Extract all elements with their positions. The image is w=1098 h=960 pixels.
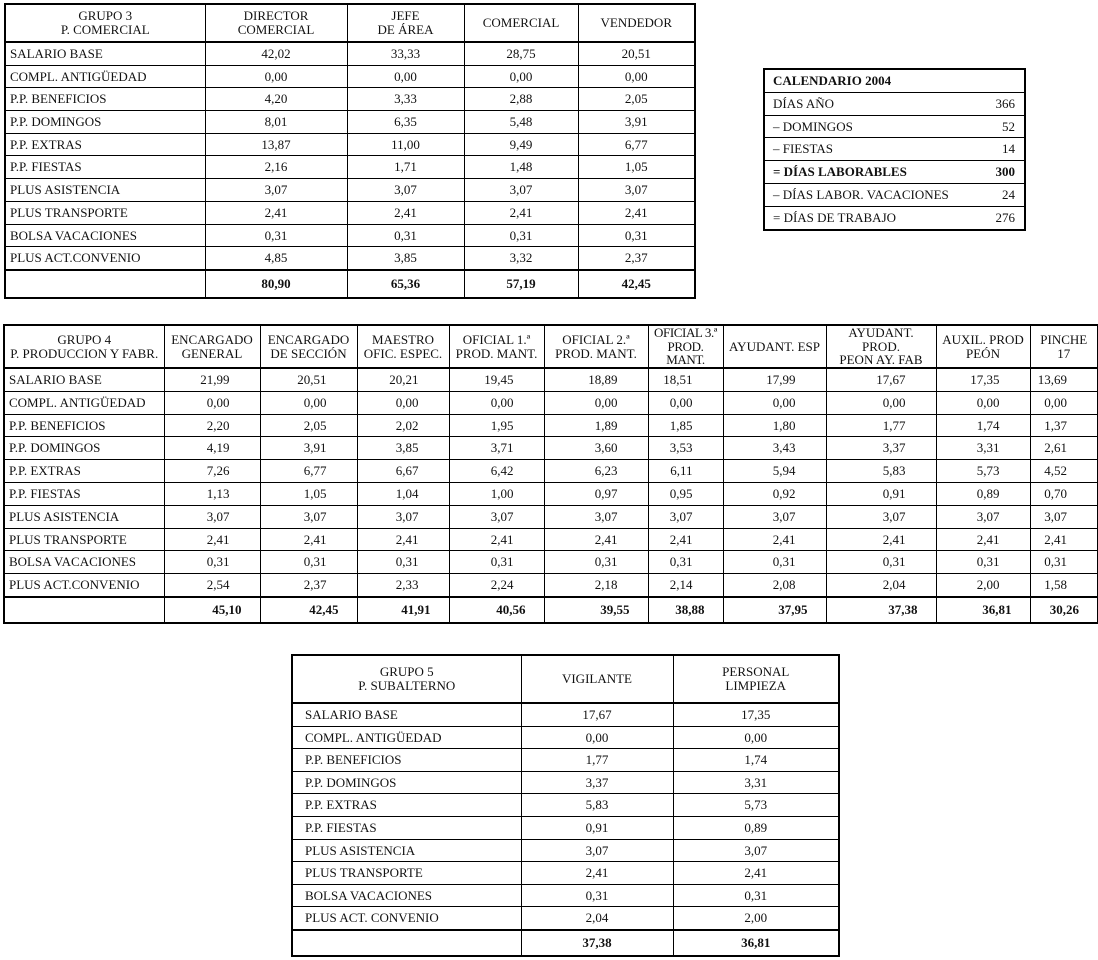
header-cell: OFICIAL 3.ª PROD. MANT. — [648, 325, 723, 368]
table-row — [4, 368, 1098, 391]
value-cell: 1,58 — [1030, 574, 1098, 597]
value-cell: 2,00 — [673, 907, 839, 930]
value-cell: 1,77 — [521, 749, 673, 772]
total-cell: 30,26 — [1030, 597, 1098, 623]
row-label: BOLSA VACACIONES — [4, 551, 164, 574]
row-label: P.P. EXTRAS — [292, 794, 521, 817]
value-cell: 20,51 — [578, 42, 695, 65]
table-row — [292, 771, 839, 794]
value-cell: 0,31 — [648, 551, 723, 574]
calendar-title-row — [764, 69, 1025, 92]
row-label: PLUS TRANSPORTE — [4, 528, 164, 551]
table-row — [4, 391, 1098, 414]
value-cell: 2,41 — [673, 862, 839, 885]
value-cell: 1,74 — [673, 749, 839, 772]
value-cell: 6,42 — [449, 460, 544, 483]
value-cell: 2,20 — [164, 414, 260, 437]
total-cell: 65,36 — [347, 270, 464, 298]
value-cell: 4,20 — [205, 88, 347, 111]
total-cell: 41,91 — [357, 597, 449, 623]
row-label: PLUS ASISTENCIA — [5, 179, 205, 202]
total-cell: 40,56 — [449, 597, 544, 623]
value-cell: 1,85 — [648, 414, 723, 437]
calendar-label: – FIESTAS — [764, 138, 964, 161]
table-row — [292, 749, 839, 772]
calendar-label: – DOMINGOS — [764, 115, 964, 138]
value-cell: 0,31 — [347, 224, 464, 247]
value-cell: 3,07 — [936, 505, 1030, 528]
value-cell: 1,04 — [357, 482, 449, 505]
value-cell: 3,91 — [578, 111, 695, 134]
value-cell: 17,99 — [723, 368, 826, 391]
value-cell: 3,07 — [357, 505, 449, 528]
header-cell: OFICIAL 2.ª PROD. MANT. — [544, 325, 648, 368]
value-cell: 2,41 — [347, 201, 464, 224]
value-cell: 2,61 — [1030, 437, 1098, 460]
calendar-row — [764, 138, 1025, 161]
header-cell: VENDEDOR — [578, 4, 695, 42]
totals-row — [292, 930, 839, 956]
value-cell: 3,07 — [164, 505, 260, 528]
calendar-row — [764, 183, 1025, 206]
row-label: BOLSA VACACIONES — [5, 224, 205, 247]
table-row — [4, 460, 1098, 483]
value-cell: 6,35 — [347, 111, 464, 134]
value-cell: 13,69 — [1030, 368, 1098, 391]
calendar-table — [763, 68, 1026, 231]
value-cell: 2,41 — [357, 528, 449, 551]
row-label: P.P. EXTRAS — [5, 133, 205, 156]
value-cell: 2,41 — [826, 528, 936, 551]
value-cell: 0,31 — [449, 551, 544, 574]
table-body — [5, 42, 695, 298]
row-label: BOLSA VACACIONES — [292, 884, 521, 907]
totals-row — [5, 270, 695, 298]
value-cell: 0,91 — [826, 482, 936, 505]
total-cell: 37,95 — [723, 597, 826, 623]
value-cell: 0,31 — [521, 884, 673, 907]
value-cell: 3,07 — [648, 505, 723, 528]
row-label: PLUS TRANSPORTE — [292, 862, 521, 885]
value-cell: 18,51 — [648, 368, 723, 391]
table-row — [292, 816, 839, 839]
table-row — [292, 884, 839, 907]
header-cell: OFICIAL 1.ª PROD. MANT. — [449, 325, 544, 368]
calendar-value: 276 — [964, 206, 1025, 229]
value-cell: 2,02 — [357, 414, 449, 437]
calendar-row — [764, 206, 1025, 229]
value-cell: 3,07 — [260, 505, 357, 528]
value-cell: 0,91 — [521, 816, 673, 839]
value-cell: 2,41 — [164, 528, 260, 551]
calendar-body — [764, 92, 1025, 229]
value-cell: 0,31 — [1030, 551, 1098, 574]
value-cell: 0,00 — [260, 391, 357, 414]
totals-row — [4, 597, 1098, 623]
table-row — [4, 482, 1098, 505]
value-cell: 2,41 — [260, 528, 357, 551]
total-cell: 37,38 — [826, 597, 936, 623]
total-label — [292, 930, 521, 956]
calendar-label: = DÍAS DE TRABAJO — [764, 206, 964, 229]
table-row — [4, 528, 1098, 551]
total-cell: 38,88 — [648, 597, 723, 623]
row-label: P.P. DOMINGOS — [292, 771, 521, 794]
value-cell: 3,53 — [648, 437, 723, 460]
header-cell: ENCARGADO DE SECCIÓN — [260, 325, 357, 368]
value-cell: 0,00 — [464, 65, 578, 88]
value-cell: 3,07 — [578, 179, 695, 202]
row-label: SALARIO BASE — [5, 42, 205, 65]
calendar-value: 52 — [964, 115, 1025, 138]
value-cell: 1,00 — [449, 482, 544, 505]
value-cell: 2,41 — [723, 528, 826, 551]
value-cell: 2,14 — [648, 574, 723, 597]
value-cell: 3,07 — [205, 179, 347, 202]
value-cell: 4,52 — [1030, 460, 1098, 483]
table-row — [292, 703, 839, 726]
header-cell: AUXIL. PROD PEÓN — [936, 325, 1030, 368]
value-cell: 0,89 — [673, 816, 839, 839]
row-label: P.P. FIESTAS — [4, 482, 164, 505]
value-cell: 2,24 — [449, 574, 544, 597]
value-cell: 2,41 — [544, 528, 648, 551]
row-label: PLUS ASISTENCIA — [4, 505, 164, 528]
value-cell: 2,00 — [936, 574, 1030, 597]
header-cell: ENCARGADO GENERAL — [164, 325, 260, 368]
header-cell: GRUPO 4 P. PRODUCCION Y FABR. — [4, 325, 164, 368]
table-row — [5, 201, 695, 224]
value-cell: 0,00 — [826, 391, 936, 414]
value-cell: 42,02 — [205, 42, 347, 65]
table-row — [292, 907, 839, 930]
value-cell: 3,71 — [449, 437, 544, 460]
value-cell: 1,95 — [449, 414, 544, 437]
total-cell: 57,19 — [464, 270, 578, 298]
total-cell: 42,45 — [260, 597, 357, 623]
value-cell: 20,51 — [260, 368, 357, 391]
value-cell: 2,54 — [164, 574, 260, 597]
row-label: PLUS TRANSPORTE — [5, 201, 205, 224]
value-cell: 2,41 — [1030, 528, 1098, 551]
table-header-row — [5, 4, 695, 42]
table-row — [5, 247, 695, 270]
value-cell: 3,37 — [521, 771, 673, 794]
value-cell: 2,41 — [936, 528, 1030, 551]
calendar-row — [764, 115, 1025, 138]
row-label: PLUS ACT. CONVENIO — [292, 907, 521, 930]
value-cell: 11,00 — [347, 133, 464, 156]
value-cell: 6,11 — [648, 460, 723, 483]
value-cell: 0,00 — [205, 65, 347, 88]
value-cell: 0,31 — [164, 551, 260, 574]
value-cell: 5,48 — [464, 111, 578, 134]
table-row — [5, 133, 695, 156]
value-cell: 1,89 — [544, 414, 648, 437]
header-cell: GRUPO 3 P. COMERCIAL — [5, 4, 205, 42]
total-cell: 36,81 — [673, 930, 839, 956]
table-row — [5, 111, 695, 134]
table-header-row — [292, 655, 839, 703]
header-cell: PERSONAL LIMPIEZA — [673, 655, 839, 703]
row-label: P.P. DOMINGOS — [4, 437, 164, 460]
table-row — [5, 42, 695, 65]
value-cell: 0,31 — [826, 551, 936, 574]
value-cell: 2,04 — [521, 907, 673, 930]
value-cell: 0,31 — [673, 884, 839, 907]
header-cell: MAESTRO OFIC. ESPEC. — [357, 325, 449, 368]
total-label — [5, 270, 205, 298]
calendar-label: = DÍAS LABORABLES — [764, 161, 964, 184]
value-cell: 0,00 — [449, 391, 544, 414]
value-cell: 5,73 — [673, 794, 839, 817]
value-cell: 5,94 — [723, 460, 826, 483]
value-cell: 3,07 — [723, 505, 826, 528]
header-cell: PINCHE 17 — [1030, 325, 1098, 368]
value-cell: 0,31 — [464, 224, 578, 247]
value-cell: 3,32 — [464, 247, 578, 270]
value-cell: 6,77 — [578, 133, 695, 156]
value-cell: 2,41 — [449, 528, 544, 551]
value-cell: 0,00 — [673, 726, 839, 749]
value-cell: 0,00 — [164, 391, 260, 414]
value-cell: 3,07 — [1030, 505, 1098, 528]
value-cell: 2,41 — [578, 201, 695, 224]
value-cell: 13,87 — [205, 133, 347, 156]
calendar-value: 300 — [964, 161, 1025, 184]
table-row — [5, 88, 695, 111]
value-cell: 2,05 — [578, 88, 695, 111]
value-cell: 0,31 — [205, 224, 347, 247]
value-cell: 3,85 — [347, 247, 464, 270]
value-cell: 1,80 — [723, 414, 826, 437]
total-cell: 80,90 — [205, 270, 347, 298]
value-cell: 3,07 — [544, 505, 648, 528]
value-cell: 3,07 — [521, 839, 673, 862]
header-cell: COMERCIAL — [464, 4, 578, 42]
calendar-row — [764, 161, 1025, 184]
value-cell: 8,01 — [205, 111, 347, 134]
row-label: P.P. FIESTAS — [5, 156, 205, 179]
table-row — [4, 505, 1098, 528]
total-cell: 42,45 — [578, 270, 695, 298]
value-cell: 0,00 — [578, 65, 695, 88]
table-row — [5, 156, 695, 179]
value-cell: 0,00 — [936, 391, 1030, 414]
value-cell: 1,37 — [1030, 414, 1098, 437]
value-cell: 5,83 — [521, 794, 673, 817]
value-cell: 3,43 — [723, 437, 826, 460]
value-cell: 3,07 — [347, 179, 464, 202]
value-cell: 2,41 — [205, 201, 347, 224]
value-cell: 28,75 — [464, 42, 578, 65]
value-cell: 2,41 — [521, 862, 673, 885]
value-cell: 0,00 — [1030, 391, 1098, 414]
value-cell: 0,00 — [347, 65, 464, 88]
value-cell: 1,74 — [936, 414, 1030, 437]
header-cell: JEFE DE ÁREA — [347, 4, 464, 42]
value-cell: 19,45 — [449, 368, 544, 391]
value-cell: 3,33 — [347, 88, 464, 111]
value-cell: 0,00 — [521, 726, 673, 749]
value-cell: 0,31 — [578, 224, 695, 247]
value-cell: 2,05 — [260, 414, 357, 437]
table-row — [5, 179, 695, 202]
calendar-value: 14 — [964, 138, 1025, 161]
group4-table — [3, 324, 1098, 624]
value-cell: 3,85 — [357, 437, 449, 460]
value-cell: 2,37 — [578, 247, 695, 270]
value-cell: 0,00 — [648, 391, 723, 414]
value-cell: 0,31 — [723, 551, 826, 574]
row-label: P.P. BENEFICIOS — [4, 414, 164, 437]
value-cell: 6,77 — [260, 460, 357, 483]
row-label: P.P. BENEFICIOS — [5, 88, 205, 111]
value-cell: 1,77 — [826, 414, 936, 437]
row-label: PLUS ACT.CONVENIO — [5, 247, 205, 270]
value-cell: 17,35 — [673, 703, 839, 726]
value-cell: 3,07 — [464, 179, 578, 202]
total-cell: 39,55 — [544, 597, 648, 623]
value-cell: 9,49 — [464, 133, 578, 156]
table-row — [4, 574, 1098, 597]
value-cell: 1,13 — [164, 482, 260, 505]
value-cell: 2,41 — [464, 201, 578, 224]
row-label: COMPL. ANTIGÜEDAD — [5, 65, 205, 88]
value-cell: 6,23 — [544, 460, 648, 483]
value-cell: 3,07 — [449, 505, 544, 528]
value-cell: 1,71 — [347, 156, 464, 179]
row-label: PLUS ASISTENCIA — [292, 839, 521, 862]
table-body — [4, 368, 1098, 623]
row-label: P.P. EXTRAS — [4, 460, 164, 483]
value-cell: 7,26 — [164, 460, 260, 483]
total-cell: 36,81 — [936, 597, 1030, 623]
value-cell: 0,00 — [357, 391, 449, 414]
value-cell: 3,60 — [544, 437, 648, 460]
row-label: PLUS ACT.CONVENIO — [4, 574, 164, 597]
value-cell: 0,00 — [723, 391, 826, 414]
value-cell: 2,37 — [260, 574, 357, 597]
row-label: SALARIO BASE — [292, 703, 521, 726]
value-cell: 17,67 — [826, 368, 936, 391]
value-cell: 0,97 — [544, 482, 648, 505]
row-label: P.P. FIESTAS — [292, 816, 521, 839]
header-cell: AYUDANT. PROD. PEON AY. FAB — [826, 325, 936, 368]
value-cell: 0,89 — [936, 482, 1030, 505]
value-cell: 2,88 — [464, 88, 578, 111]
group3-table — [4, 3, 696, 299]
value-cell: 2,33 — [357, 574, 449, 597]
calendar-row — [764, 92, 1025, 115]
table-body — [292, 703, 839, 956]
row-label: SALARIO BASE — [4, 368, 164, 391]
value-cell: 5,83 — [826, 460, 936, 483]
header-cell: GRUPO 5 P. SUBALTERNO — [292, 655, 521, 703]
value-cell: 0,31 — [936, 551, 1030, 574]
row-label: COMPL. ANTIGÜEDAD — [292, 726, 521, 749]
value-cell: 0,31 — [357, 551, 449, 574]
value-cell: 21,99 — [164, 368, 260, 391]
calendar-value: 24 — [964, 183, 1025, 206]
value-cell: 0,70 — [1030, 482, 1098, 505]
header-cell: VIGILANTE — [521, 655, 673, 703]
value-cell: 3,31 — [936, 437, 1030, 460]
header-cell: AYUDANT. ESP — [723, 325, 826, 368]
table-row — [292, 726, 839, 749]
value-cell: 33,33 — [347, 42, 464, 65]
calendar-title: CALENDARIO 2004 — [764, 69, 1025, 92]
table-row — [5, 224, 695, 247]
value-cell: 0,95 — [648, 482, 723, 505]
value-cell: 1,05 — [578, 156, 695, 179]
value-cell: 0,31 — [260, 551, 357, 574]
value-cell: 3,07 — [826, 505, 936, 528]
value-cell: 2,18 — [544, 574, 648, 597]
value-cell: 6,67 — [357, 460, 449, 483]
value-cell: 1,48 — [464, 156, 578, 179]
value-cell: 3,91 — [260, 437, 357, 460]
value-cell: 4,19 — [164, 437, 260, 460]
value-cell: 0,31 — [544, 551, 648, 574]
table-row — [292, 862, 839, 885]
row-label: P.P. BENEFICIOS — [292, 749, 521, 772]
value-cell: 1,05 — [260, 482, 357, 505]
value-cell: 0,00 — [544, 391, 648, 414]
header-cell: DIRECTOR COMERCIAL — [205, 4, 347, 42]
value-cell: 5,73 — [936, 460, 1030, 483]
value-cell: 2,16 — [205, 156, 347, 179]
calendar-label: – DÍAS LABOR. VACACIONES — [764, 183, 964, 206]
value-cell: 20,21 — [357, 368, 449, 391]
table-row — [292, 794, 839, 817]
row-label: COMPL. ANTIGÜEDAD — [4, 391, 164, 414]
value-cell: 17,35 — [936, 368, 1030, 391]
table-header-row — [4, 325, 1098, 368]
value-cell: 0,92 — [723, 482, 826, 505]
table-row — [292, 839, 839, 862]
value-cell: 3,37 — [826, 437, 936, 460]
total-cell: 45,10 — [164, 597, 260, 623]
table-row — [4, 414, 1098, 437]
group5-table — [291, 654, 840, 957]
calendar-value: 366 — [964, 92, 1025, 115]
value-cell: 4,85 — [205, 247, 347, 270]
calendar-label: DÍAS AÑO — [764, 92, 964, 115]
value-cell: 3,07 — [673, 839, 839, 862]
value-cell: 18,89 — [544, 368, 648, 391]
table-row — [5, 65, 695, 88]
table-row — [4, 437, 1098, 460]
value-cell: 3,31 — [673, 771, 839, 794]
total-cell: 37,38 — [521, 930, 673, 956]
value-cell: 17,67 — [521, 703, 673, 726]
total-label — [4, 597, 164, 623]
value-cell: 2,04 — [826, 574, 936, 597]
table-row — [4, 551, 1098, 574]
value-cell: 2,41 — [648, 528, 723, 551]
row-label: P.P. DOMINGOS — [5, 111, 205, 134]
value-cell: 2,08 — [723, 574, 826, 597]
